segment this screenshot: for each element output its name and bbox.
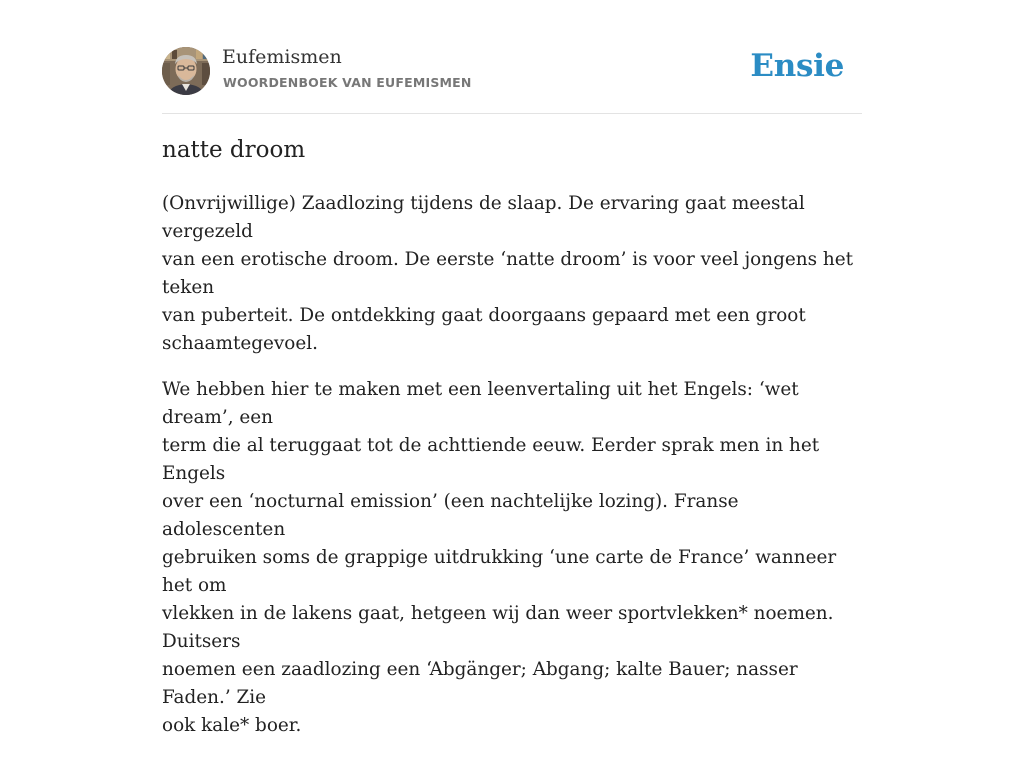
- entry-title: natte droom: [162, 137, 306, 163]
- author-subtitle[interactable]: WOORDENBOEK VAN EUFEMISMEN: [223, 75, 472, 90]
- entry-paragraph-etymology: We hebben hier te maken met een leenvertaling uit het Engels: ‘wet dream’, een term die al teruggaat tot de achttiende eeuw. Eerder sprak men in het Engels over een ‘nocturnal emission’ (een nachtelijke lozing). Franse adolescenten gebruiken soms de grappige uitdrukking ‘une carte de France’ wanneer het om vlekken in de lakens gaat, hetgeen wij dan weer sportvlekken* noemen. Duitsers noemen een zaadlozing een ‘Abgänger; Abgang; kalte Bauer; nasser Faden.’ Zie ook kale* boer.: [162, 379, 837, 736]
- header-divider: [162, 113, 862, 114]
- author-name[interactable]: Eufemismen: [222, 46, 342, 68]
- entry-header: [162, 46, 862, 96]
- ensie-logo[interactable]: Ensie: [750, 48, 844, 84]
- entry-body: [162, 190, 862, 758]
- avatar-portrait-image: [162, 47, 210, 95]
- author-avatar[interactable]: [162, 47, 210, 95]
- entry-paragraph-definition: (Onvrijwillige) Zaadlozing tijdens de slaap. De ervaring gaat meestal vergezeld van een erotische droom. De eerste ‘natte droom’ is voor veel jongens het teken van puberteit. De ontdekking gaat doorgaans gepaard met een groot schaamtegevoel.: [162, 193, 854, 354]
